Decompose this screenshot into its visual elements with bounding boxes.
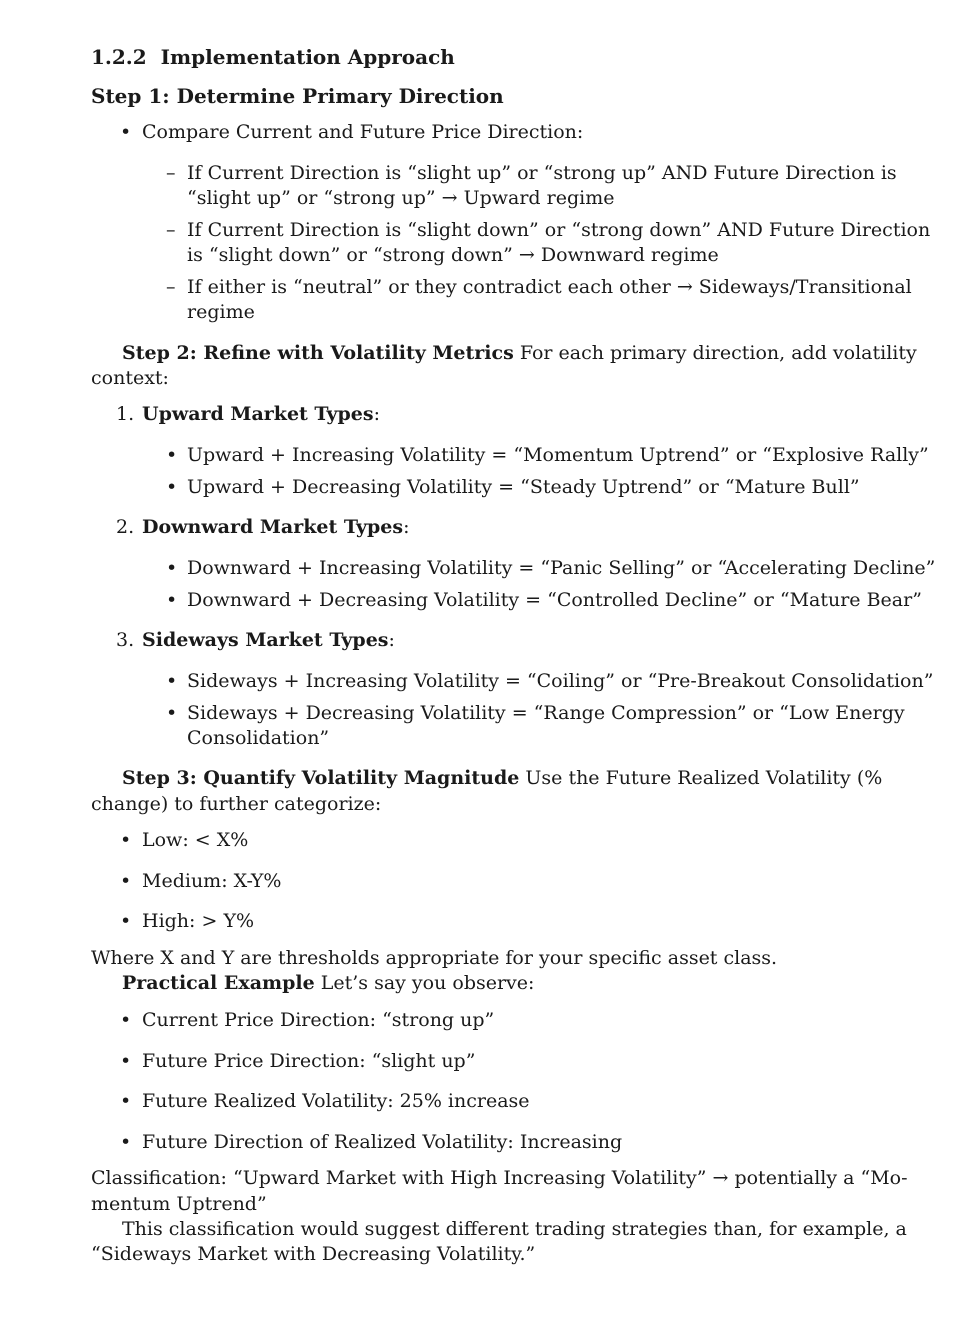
- section-number: 1.2.2: [91, 45, 147, 69]
- step3-text-line1: Use the Future Realized Volatility (%: [525, 767, 883, 789]
- example-item: Future Direction of Realized Volatility: Increasing: [142, 1131, 623, 1153]
- example-title: Practical Example: [122, 972, 315, 994]
- step1-dash1-line2: “slight up” or “strong up” → Upward regime: [187, 187, 615, 209]
- example-item: Current Price Direction: “strong up”: [142, 1009, 495, 1031]
- bullet-icon: •: [120, 1090, 132, 1112]
- bullet-icon: •: [166, 557, 178, 579]
- bullet-icon: •: [120, 121, 132, 143]
- example-item: Future Realized Volatility: 25% increase: [142, 1090, 530, 1112]
- step1-dash1-line1: If Current Direction is “slight up” or “strong up” AND Future Direction is: [187, 162, 897, 184]
- step1-dash3-line1: If either is “neutral” or they contradict each other → Sideways/Transitional: [187, 276, 912, 298]
- dash-icon: –: [166, 276, 176, 298]
- step1-bullet: Compare Current and Future Price Direction:: [142, 121, 584, 143]
- upward-bullet-1: Upward + Increasing Volatility = “Momentum Uptrend” or “Explosive Rally”: [187, 444, 929, 466]
- conclusion-line2: “Sideways Market with Decreasing Volatility.”: [91, 1243, 536, 1265]
- classification-line1: Classification: “Upward Market with High Increasing Volatility” → potentially a “Mo-: [91, 1167, 908, 1189]
- step1-dash2-line2: is “slight down” or “strong down” → Downward regime: [187, 244, 719, 266]
- upward-bullet-2: Upward + Decreasing Volatility = “Steady Uptrend” or “Mature Bull”: [187, 476, 860, 498]
- sideways-bullet-1: Sideways + Increasing Volatility = “Coiling” or “Pre-Breakout Consolidation”: [187, 670, 934, 692]
- step1-title: Step 1: Determine Primary Direction: [91, 84, 504, 108]
- conclusion-line1: This classification would suggest different trading strategies than, for example, a: [122, 1218, 907, 1240]
- list-number: 3.: [116, 629, 135, 651]
- volatility-level-medium: Medium: X-Y%: [142, 870, 282, 892]
- sideways-bullet-2-line1: Sideways + Decreasing Volatility = “Range Compression” or “Low Energy: [187, 702, 905, 724]
- classification-line2: mentum Uptrend”: [91, 1193, 267, 1215]
- section-title: Implementation Approach: [160, 45, 455, 69]
- step2-text-line2: context:: [91, 367, 169, 389]
- bullet-icon: •: [120, 1050, 132, 1072]
- bullet-icon: •: [166, 670, 178, 692]
- dash-icon: –: [166, 162, 176, 184]
- bullet-icon: •: [120, 870, 132, 892]
- bullet-icon: •: [120, 829, 132, 851]
- step3-title: Step 3: Quantify Volatility Magnitude: [122, 767, 520, 789]
- step3-text-line2: change) to further categorize:: [91, 793, 382, 815]
- step1-dash2-line1: If Current Direction is “slight down” or “strong down” AND Future Direction: [187, 219, 931, 241]
- bullet-icon: •: [166, 444, 178, 466]
- sideways-bullet-2-line2: Consolidation”: [187, 727, 330, 749]
- bullet-icon: •: [120, 1131, 132, 1153]
- dash-icon: –: [166, 219, 176, 241]
- step3-paragraph-line1: [122, 766, 883, 790]
- step2-paragraph-line1: [122, 341, 917, 365]
- bullet-icon: •: [166, 589, 178, 611]
- section-heading: [91, 45, 455, 69]
- downward-bullet-2: Downward + Decreasing Volatility = “Controlled Decline” or “Mature Bear”: [187, 589, 922, 611]
- example-intro: Practical Example Let’s say you observe:: [122, 972, 535, 994]
- step1-dash3-line2: regime: [187, 301, 255, 323]
- example-item: Future Price Direction: “slight up”: [142, 1050, 476, 1072]
- bullet-icon: •: [166, 702, 178, 724]
- step2-title: Step 2: Refine with Volatility Metrics: [122, 342, 514, 364]
- volatility-level-low: Low: < X%: [142, 829, 249, 851]
- step2-text-line1: For each primary direction, add volatility: [519, 342, 917, 364]
- list-number: 2.: [116, 516, 135, 538]
- list-number: 1.: [116, 403, 135, 425]
- downward-types-heading: Downward Market Types:: [142, 516, 410, 538]
- bullet-icon: •: [120, 910, 132, 932]
- sideways-types-heading: Sideways Market Types:: [142, 629, 395, 651]
- bullet-icon: •: [120, 1009, 132, 1031]
- volatility-level-high: High: > Y%: [142, 910, 255, 932]
- bullet-icon: •: [166, 476, 178, 498]
- threshold-note: Where X and Y are thresholds appropriate for your specific asset class.: [91, 947, 778, 969]
- upward-types-heading: Upward Market Types:: [142, 403, 380, 425]
- downward-bullet-1: Downward + Increasing Volatility = “Panic Selling” or “Accelerating Decline”: [187, 557, 936, 579]
